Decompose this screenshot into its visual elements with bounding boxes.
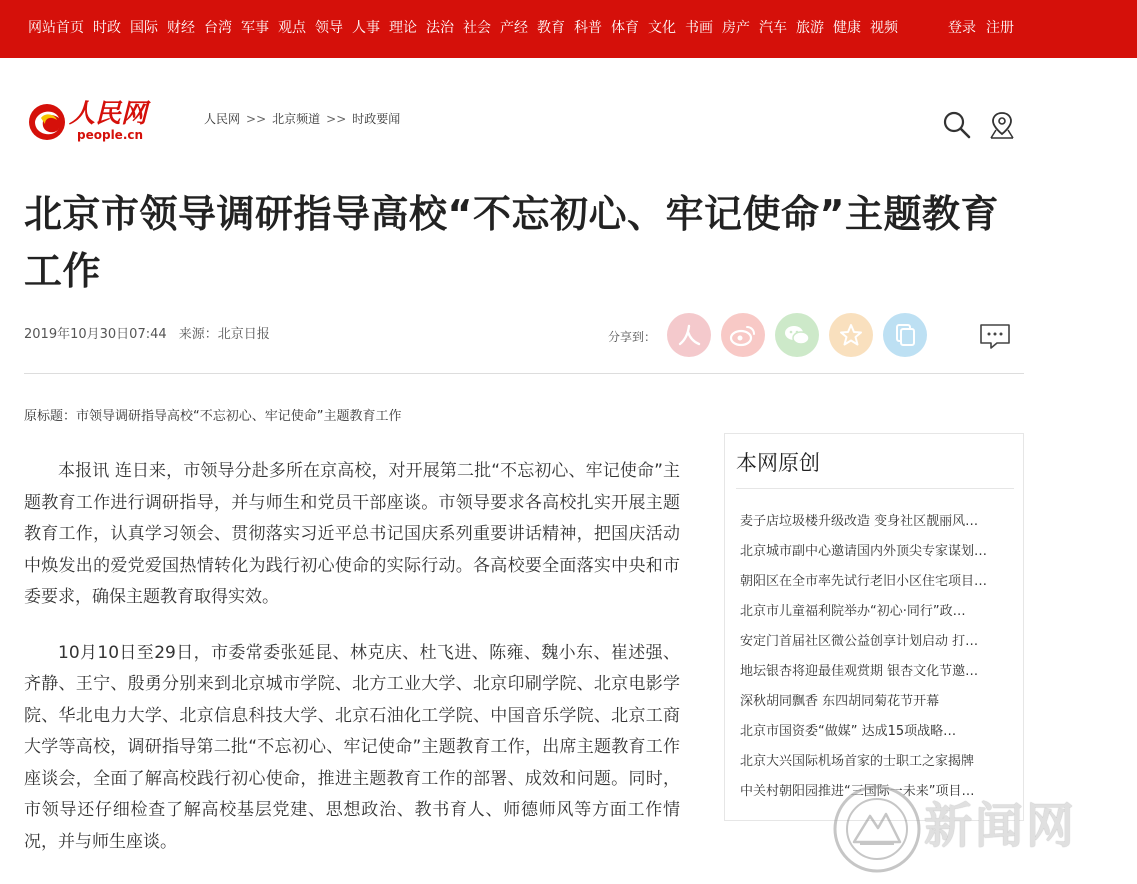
logo-text-en: people.cn [77,128,144,142]
people-icon [676,322,702,348]
top-nav-item[interactable]: 财经 [167,20,195,36]
top-nav-item[interactable]: 文化 [648,20,676,36]
top-nav-item[interactable]: 领导 [315,20,343,36]
breadcrumb-home[interactable]: 人民网 [204,112,241,126]
article-source: 来源：北京日报 [178,327,270,342]
share-copy-link-button[interactable] [883,313,927,357]
breadcrumb-separator: >> [326,112,347,126]
sidebar-news-item[interactable]: 北京市国资委“做媒” 达成15项战略… [740,724,957,739]
article-paragraph: 10月10日至29日，市委常委张延昆、林克庆、杜飞进、陈雍、魏小东、崔述强、齐静、王宁、殷勇分别来到北京城市学院、北方工业大学、北京印刷学院、北京电影学院、华北电力大学、北京信息科技大学、北京石油化工学院、中国音乐学院、北京工商大学等高校，调研指导第二批“不忘初心、牢记使命”主题教育工作，出席主题教育工作座谈会，全面了解高校践行初心使命，推进主题教育工作的部署、成效和问题。同时，市领导还仔细检查了解高校基层党建、思想政治、教书育人、师德师风等方面工作情况，并与师生座谈。 [24,642,680,852]
sidebar-divider [736,488,1014,489]
top-nav-item[interactable]: 时政 [93,20,121,36]
sidebar-news-item[interactable]: 麦子店垃圾楼升级改造 变身社区靓丽风… [740,514,979,529]
breadcrumb-separator: >> [246,112,267,126]
share-wechat-button[interactable] [775,313,819,357]
top-nav-item[interactable]: 网站首页 [28,20,84,36]
top-nav-item[interactable]: 法治 [426,20,454,36]
top-nav-links [28,19,907,37]
location-pin-icon[interactable] [988,110,1016,140]
register-link[interactable]: 注册 [986,20,1014,36]
top-nav-item[interactable]: 书画 [685,20,713,36]
sidebar-title: 本网原创 [736,451,820,475]
sidebar-news-item[interactable]: 安定门首届社区微公益创享计划启动 打… [740,634,979,649]
breadcrumb-politics-news[interactable]: 时政要闻 [352,112,401,126]
top-nav-item[interactable]: 汽车 [759,20,787,36]
top-nav-item[interactable]: 人事 [352,20,380,36]
top-auth-links [948,19,1024,37]
breadcrumb-beijing-channel[interactable]: 北京频道 [272,112,321,126]
weibo-icon [729,323,757,347]
comment-icon[interactable] [979,323,1011,349]
wechat-icon [783,323,811,347]
article-body [24,456,680,882]
top-nav-item[interactable]: 健康 [833,20,861,36]
top-nav-item[interactable]: 军事 [241,20,269,36]
top-nav-item[interactable]: 产经 [500,20,528,36]
top-nav-item[interactable]: 理论 [389,20,417,36]
share-people-button[interactable] [667,313,711,357]
original-title: 原标题：市领导调研指导高校“不忘初心、牢记使命”主题教育工作 [24,409,402,424]
top-nav-bar [0,0,1137,58]
sidebar-news-item[interactable]: 北京市儿童福利院举办“初心·同行”政… [740,604,966,619]
top-nav-item[interactable]: 社会 [463,20,491,36]
sidebar-news-item[interactable]: 中关村朝阳园推进“三国际一未来”项目… [740,784,975,799]
original-content-sidebar [724,433,1024,821]
sidebar-list [740,507,1010,807]
sidebar-news-item[interactable]: 北京大兴国际机场首家的士职工之家揭牌 [740,754,975,769]
breadcrumb [204,111,400,127]
sidebar-news-item[interactable]: 地坛银杏将迎最佳观赏期 银杏文化节邀… [740,664,979,679]
news-site-watermark: 新闻网 [924,798,1078,854]
article-meta [24,326,270,344]
copy-icon [893,322,917,348]
publish-datetime: 2019年10月30日07:44 [24,327,167,342]
top-nav-item[interactable]: 观点 [278,20,306,36]
search-icon[interactable] [942,110,972,140]
login-link[interactable]: 登录 [948,20,976,36]
top-nav-item[interactable]: 视频 [870,20,898,36]
top-nav-item[interactable]: 科普 [574,20,602,36]
share-label: 分享到： [608,330,657,344]
logo-text-cn: 人民网 [69,99,148,129]
article-title: 北京市领导调研指导高校“不忘初心、牢记使命”主题教育工作 [24,192,999,293]
sidebar-news-item[interactable]: 深秋胡同飘香 东四胡同菊花节开幕 [740,694,940,709]
share-favorite-button[interactable] [829,313,873,357]
star-icon [838,322,864,348]
top-nav-item[interactable]: 国际 [130,20,158,36]
top-nav-item[interactable]: 体育 [611,20,639,36]
header-divider [24,373,1024,374]
sidebar-news-item[interactable]: 北京城市副中心邀请国内外顶尖专家谋划… [740,544,988,559]
sidebar-news-item[interactable]: 朝阳区在全市率先试行老旧小区住宅项目… [740,574,988,589]
top-nav-item[interactable]: 台湾 [204,20,232,36]
university-seal-watermark [832,784,922,874]
top-nav-item[interactable]: 教育 [537,20,565,36]
share-weibo-button[interactable] [721,313,765,357]
top-nav-item[interactable]: 旅游 [796,20,824,36]
article-paragraph: 本报讯 连日来，市领导分赴多所在京高校，对开展第二批“不忘初心、牢记使命”主题教育工作进行调研指导，并与师生和党员干部座谈。市领导要求各高校扎实开展主题教育工作，认真学习领会、贯彻落实习近平总书记国庆系列重要讲话精神，把国庆活动中焕发出的爱党爱国热情转化为践行初心使命的实际行动。各高校要全面落实中央和市委要求，确保主题教育取得实效。 [24,461,680,607]
top-nav-item[interactable]: 房产 [722,20,750,36]
